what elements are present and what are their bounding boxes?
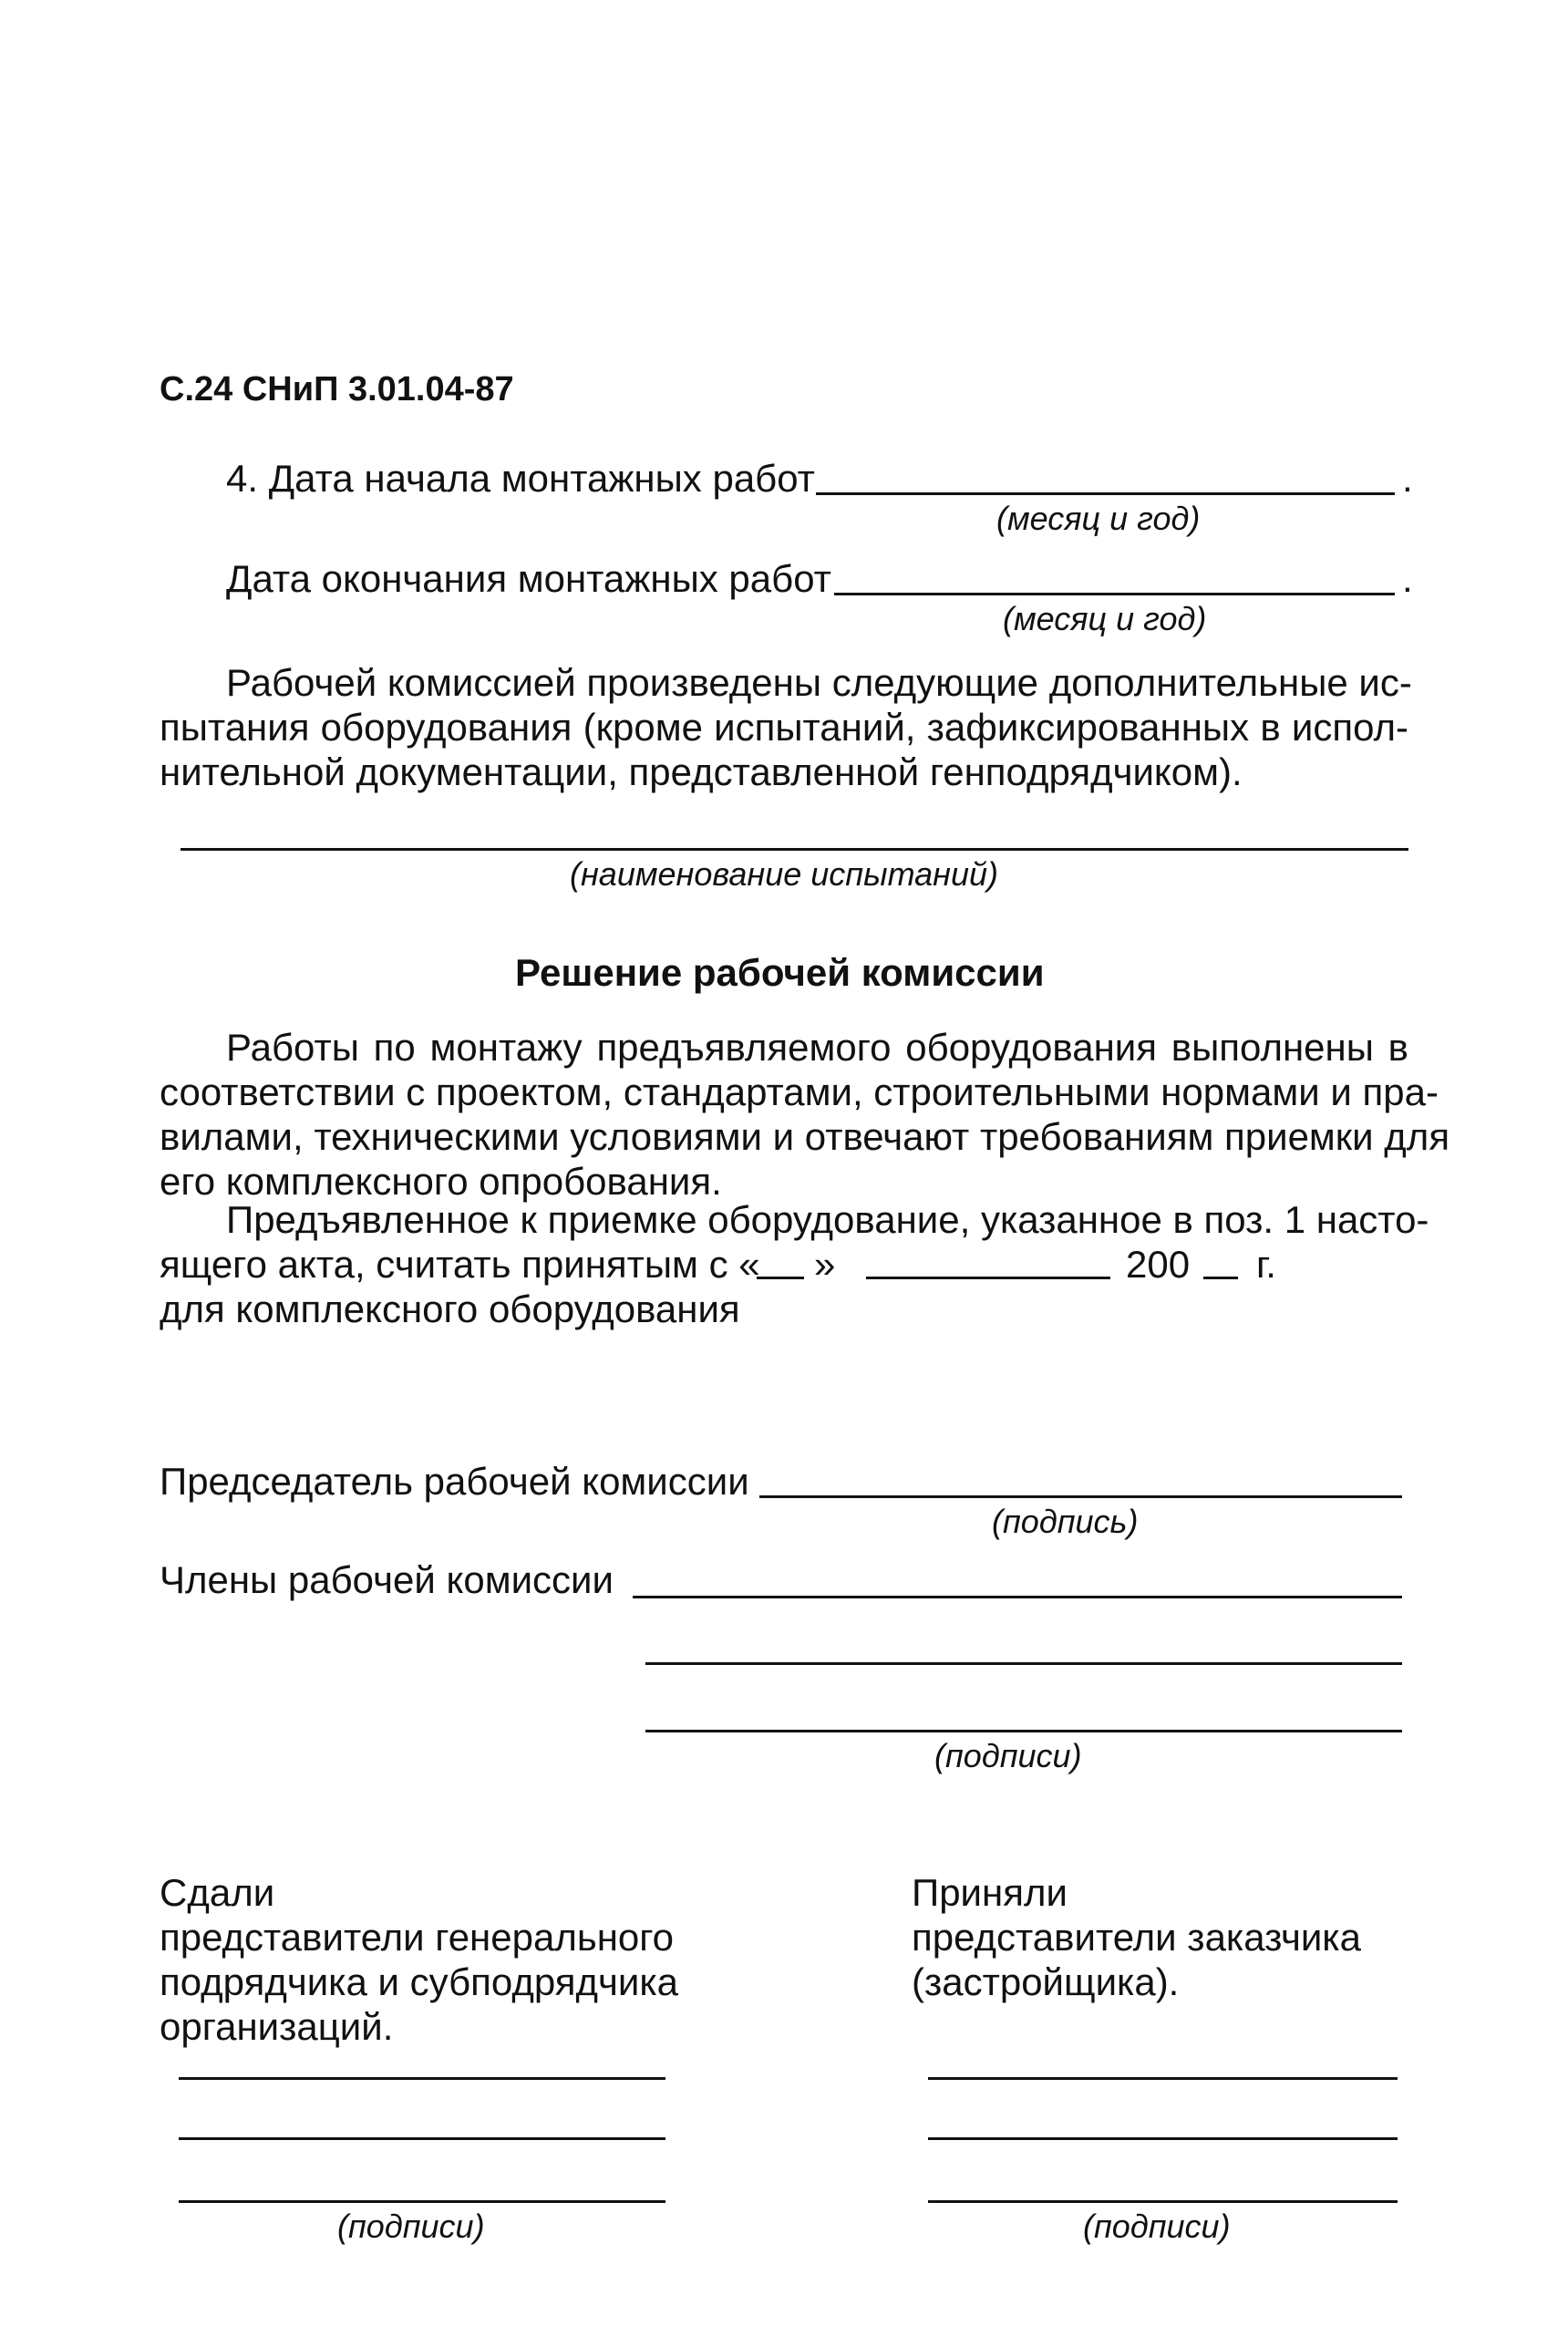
start-date-period: . <box>1402 457 1413 500</box>
page-header: С.24 СНиП 3.01.04-87 <box>160 370 514 408</box>
handover-right-signature-line-1 <box>928 2077 1398 2080</box>
handover-left-signature-line-1 <box>179 2077 665 2080</box>
decision-paragraph-2 <box>160 1197 1429 1242</box>
decision-p2-line-3: для комплексного оборудования <box>160 1287 740 1330</box>
chairman-caption: (подпись) <box>992 1503 1139 1540</box>
handover-left-signature-line-3 <box>179 2200 665 2203</box>
handover-left-line-1: Сдали <box>160 1871 275 1914</box>
tests-paragraph <box>160 660 1412 794</box>
handover-left-signature-line-2 <box>179 2137 665 2140</box>
accept-day-field <box>757 1277 804 1279</box>
decision-p1-line-4: его комплексного опробования. <box>160 1160 722 1203</box>
decision-p1-line-1: Работы по монтажу предъявляемого оборудования выполнены в <box>226 1026 1408 1069</box>
accept-month-field <box>866 1277 1110 1279</box>
handover-left-line-2: представители генерального <box>160 1916 675 1959</box>
handover-right-caption: (подписи) <box>1083 2208 1231 2245</box>
members-signature-line-3 <box>645 1730 1402 1732</box>
accept-year-field <box>1203 1277 1238 1279</box>
end-date-period: . <box>1402 557 1413 600</box>
tests-line-3: нительной документации, представленной генподрядчиком). <box>160 750 1243 793</box>
start-date-field <box>816 492 1395 495</box>
tests-field <box>181 848 1408 851</box>
chairman-label: Председатель рабочей комиссии <box>160 1460 749 1503</box>
decision-p2-line-2b: » <box>814 1243 836 1286</box>
members-caption: (подписи) <box>934 1737 1082 1774</box>
tests-caption: (наименование испытаний) <box>570 855 999 893</box>
handover-right-line-2: представители заказчика <box>912 1916 1361 1959</box>
tests-line-2: пытания оборудования (кроме испытаний, зафиксированных в испол- <box>160 706 1408 749</box>
start-date-label: 4. Дата начала монтажных работ <box>226 457 815 500</box>
handover-right-line-3: (застройщика). <box>912 1960 1180 2003</box>
decision-p1-line-2: соответствии с проектом, стандартами, строительными нормами и пра- <box>160 1070 1439 1113</box>
members-label: Члены рабочей комиссии <box>160 1558 614 1601</box>
decision-p1-line-3: вилами, техническими условиями и отвечают требованиям приемки для <box>160 1115 1450 1158</box>
members-signature-line-2 <box>645 1662 1402 1665</box>
handover-left-line-3: подрядчика и субподрядчика <box>160 1960 678 2003</box>
decision-p2-line-2a: ящего акта, считать принятым с « <box>160 1243 760 1286</box>
decision-p2-line-1: Предъявленное к приемке оборудование, указанное в поз. 1 насто- <box>226 1198 1429 1241</box>
chairman-signature-line <box>759 1495 1402 1498</box>
accept-year-suffix: г. <box>1256 1243 1276 1286</box>
handover-right-line-1: Приняли <box>912 1871 1068 1914</box>
decision-title: Решение рабочей комиссии <box>515 951 1045 994</box>
handover-right-signature-line-2 <box>928 2137 1398 2140</box>
decision-paragraph-1 <box>160 1025 1450 1204</box>
accept-year-prefix: 200 <box>1126 1243 1191 1286</box>
tests-line-1: Рабочей комиссией произведены следующие дополнительные ис- <box>226 661 1412 704</box>
handover-left-caption: (подписи) <box>337 2208 485 2245</box>
start-date-caption: (месяц и год) <box>996 500 1201 537</box>
end-date-label: Дата окончания монтажных работ <box>226 557 831 600</box>
end-date-caption: (месяц и год) <box>1003 600 1207 637</box>
handover-left-line-4: организаций. <box>160 2005 394 2048</box>
handover-right-signature-line-3 <box>928 2200 1398 2203</box>
end-date-field <box>834 593 1395 595</box>
members-signature-line-1 <box>633 1596 1402 1598</box>
